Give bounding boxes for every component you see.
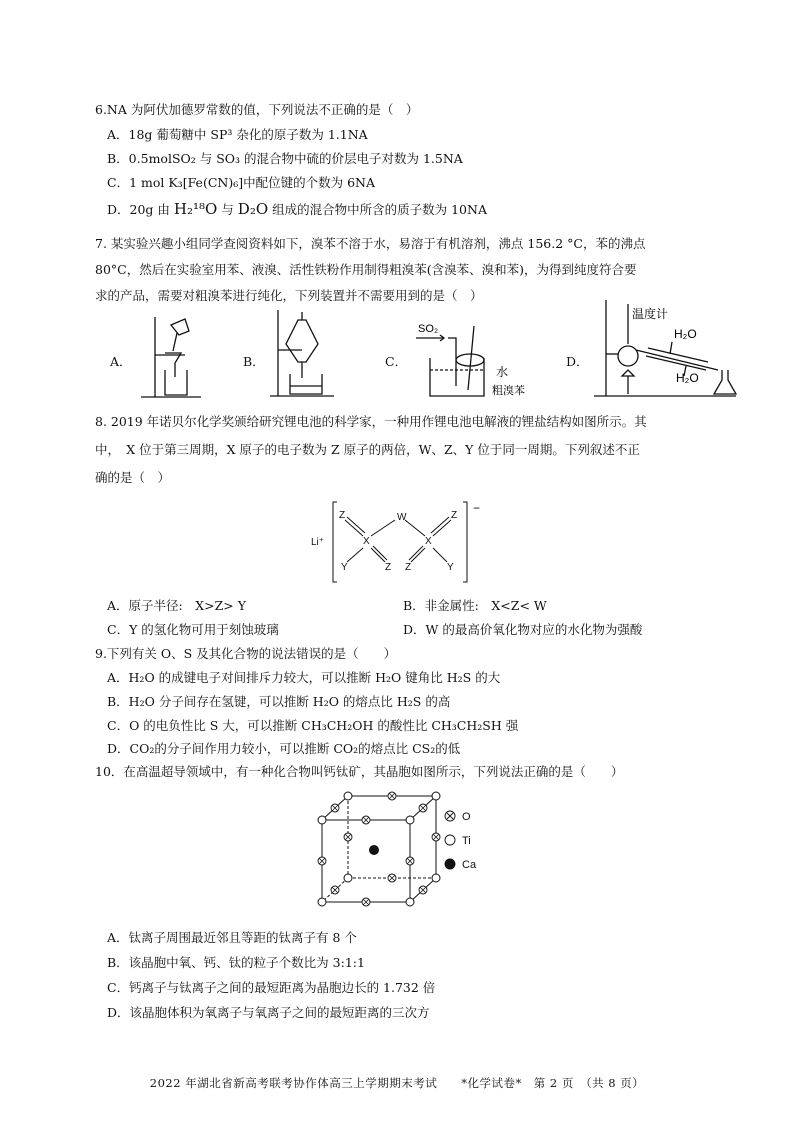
legend-o: O: [462, 811, 471, 823]
legend-ti: Ti: [462, 835, 471, 847]
water-outlet-label: H₂O: [674, 327, 697, 341]
q6-d-mid: 与: [221, 202, 234, 217]
crude-bromobenzene-label: 粗溴苯: [492, 385, 525, 397]
q9-option-a: A．H₂O 的成键电子对间排斥力较大，可以推断 H₂O 键角比 H₂S 的大: [107, 670, 501, 685]
thermometer-label: 温度计: [632, 307, 669, 321]
atom-w: W: [397, 512, 407, 523]
atom-z-1: Z: [339, 510, 346, 521]
page-footer: 2022 年湖北省新高考联考协作体高三上学期期末考试 *化学试卷* 第 2 页 （共 8 页）: [149, 1076, 645, 1090]
q6-d-formula-2: D₂O: [237, 200, 269, 218]
filtration-apparatus-figure: [135, 315, 205, 400]
atom-x-2: X: [425, 536, 432, 547]
atom-z-4: Z: [405, 562, 412, 573]
perovskite-unit-cell: [310, 790, 500, 910]
water-inlet-label: H₂O: [676, 371, 699, 385]
q10-option-b: B．该晶胞中氧、钙、钛的粒子个数比为 3:1:1: [107, 955, 365, 970]
li-ion-label: Li⁺: [311, 537, 325, 548]
gas-washing-figure: [410, 318, 530, 400]
legend-ca: Ca: [462, 859, 477, 871]
q9-stem: 9.下列有关 O、S 及其化合物的说法错误的是（ ）: [95, 646, 397, 661]
q6-option-a: A．18g 葡萄糖中 SP³ 杂化的原子数为 1.1NA: [107, 127, 368, 142]
atom-z-2: Z: [451, 510, 458, 521]
atom-x-1: X: [363, 536, 370, 547]
atom-z-3: Z: [385, 562, 392, 573]
q7-option-d-label: D．: [566, 354, 589, 369]
so2-label: SO₂: [418, 323, 439, 335]
q8-option-c: C．Y 的氢化物可用于刻蚀玻璃: [107, 622, 279, 637]
q8-line-3: 确的是（ ）: [95, 470, 171, 485]
q9-option-b: B．H₂O 分子间存在氢键，可以推断 H₂O 的熔点比 H₂S 的高: [107, 694, 451, 709]
q6-d-formula-1: H₂¹⁸O: [173, 200, 218, 218]
q10-option-a: A．钛离子周围最近邻且等距的钛离子有 8 个: [107, 930, 357, 945]
q10-option-d: D．该晶胞体积为氧离子与氧离子之间的最短距离的三次方: [107, 1005, 430, 1020]
q6-option-b: B．0.5molSO₂ 与 SO₃ 的混合物中硫的价层电子对数为 1.5NA: [107, 151, 463, 166]
calcium-center-atom: [369, 845, 379, 855]
q8-option-d: D．W 的最高价氧化物对应的水化物为强酸: [403, 622, 643, 637]
water-label: 水: [496, 365, 509, 379]
q6-d-pre: D．20g 由: [107, 202, 170, 217]
q8-option-b: B．非金属性: X<Z< W: [403, 598, 547, 613]
q9-option-c: C．O 的电负性比 S 大，可以推断 CH₃CH₂OH 的酸性比 CH₃CH₂SH 强: [107, 718, 519, 733]
q10-stem: 10．在高温超导领域中，有一种化合物叫钙钛矿，其晶胞如图所示，下列说法正确的是（ ）: [95, 764, 624, 779]
anion-charge: −: [473, 501, 481, 515]
q7-line-1: 7. 某实验兴趣小组同学查阅资料如下，溴苯不溶于水，易溶于有机溶剂，沸点 156.2 °C，苯的沸点: [95, 236, 646, 251]
q8-option-a: A．原子半径: X>Z> Y: [107, 598, 246, 613]
q7-option-a-label: A．: [110, 354, 132, 369]
q7-option-c-label: C．: [385, 354, 408, 369]
distillation-apparatus-figure: [588, 296, 748, 400]
q10-option-c: C．钙离子与钛离子之间的最短距离为晶胞边长的 1.732 倍: [107, 980, 436, 995]
atom-y-2: Y: [447, 562, 454, 573]
separatory-funnel-figure: [268, 308, 338, 400]
q6-stem: 6.NA 为阿伏加德罗常数的值，下列说法不正确的是（ ）: [95, 102, 419, 117]
q7-line-3: 求的产品，需要对粗溴苯进行纯化，下列装置并不需要用到的是（ ）: [95, 288, 483, 303]
q8-line-1: 8. 2019 年诺贝尔化学奖颁给研究锂电池的科学家，一种用作锂电池电解液的锂盐结构如图所示。其: [95, 414, 647, 429]
q6-option-c: C．1 mol K₃[Fe(CN)₆]中配位键的个数为 6NA: [107, 175, 375, 190]
q6-d-post: 组成的混合物中所含的质子数为 10NA: [272, 202, 487, 217]
q7-option-b-label: B．: [243, 354, 265, 369]
atom-y-1: Y: [341, 562, 348, 573]
q9-option-d: D．CO₂的分子间作用力较小，可以推断 CO₂的熔点比 CS₂的低: [107, 741, 461, 756]
lithium-salt-structure: [305, 498, 495, 586]
q8-line-2: 中， X 位于第三周期，X 原子的电子数为 Z 原子的两倍，W、Z、Y 位于同一周期。下列叙述不正: [95, 442, 640, 457]
q6-option-d: [107, 201, 487, 218]
q7-line-2: 80°C，然后在实验室用苯、液溴、活性铁粉作用制得粗溴苯(含溴苯、溴和苯)，为得到纯度符合要: [95, 262, 637, 277]
